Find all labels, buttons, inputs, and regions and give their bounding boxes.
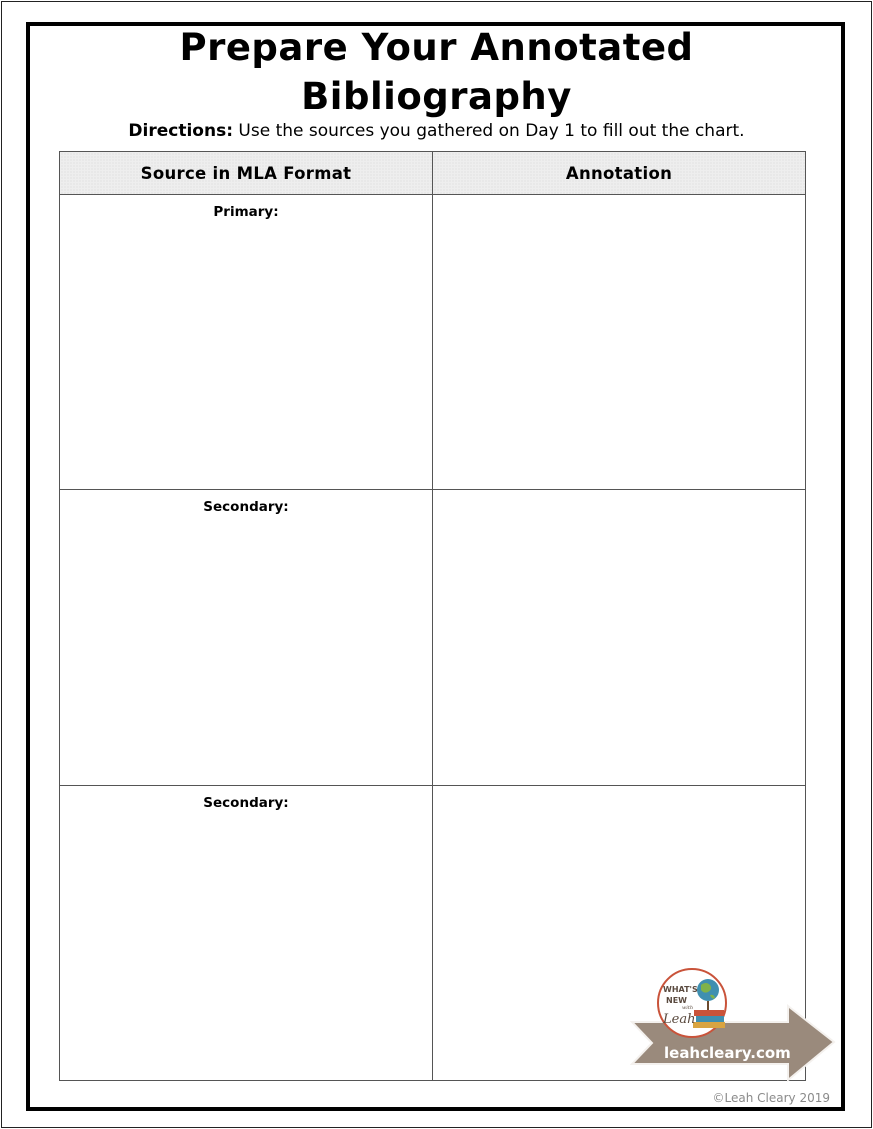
logo-text-script: Leah [663,1012,696,1027]
source-cell [60,490,433,785]
chart-header-row [60,152,806,195]
annotation-cell [433,490,806,785]
book-icon [696,1016,724,1022]
annotation-cell [433,195,806,490]
book-icon [694,1010,724,1016]
logo-text-with: with [682,1005,694,1011]
logo-text-whats: WHAT'S [663,985,698,994]
table-row [60,490,806,785]
directions [0,119,873,143]
column-header-source: Source in MLA Format [60,152,433,195]
logo-url: leahcleary.com [664,1044,791,1062]
source-cell [60,195,433,490]
directions-text: Use the sources you gathered on Day 1 to fill out the chart. [233,121,745,141]
brand-logo [630,968,836,1086]
source-label-secondary: Secondary: [203,499,289,516]
page-title-line-2: Bibliography [301,75,572,118]
copyright-notice: ©Leah Cleary 2019 [712,1091,830,1105]
bibliography-chart [59,151,806,1081]
source-label-secondary: Secondary: [203,794,289,811]
source-cell [60,785,433,1080]
book-icon [693,1022,725,1028]
page-title-line-1: Prepare Your Annotated [179,26,694,69]
source-label-primary: Primary: [213,204,279,220]
directions-lead: Directions: [128,121,234,141]
column-header-annotation: Annotation [433,152,806,195]
table-row [60,195,806,490]
logo-text-new: NEW [666,996,687,1005]
